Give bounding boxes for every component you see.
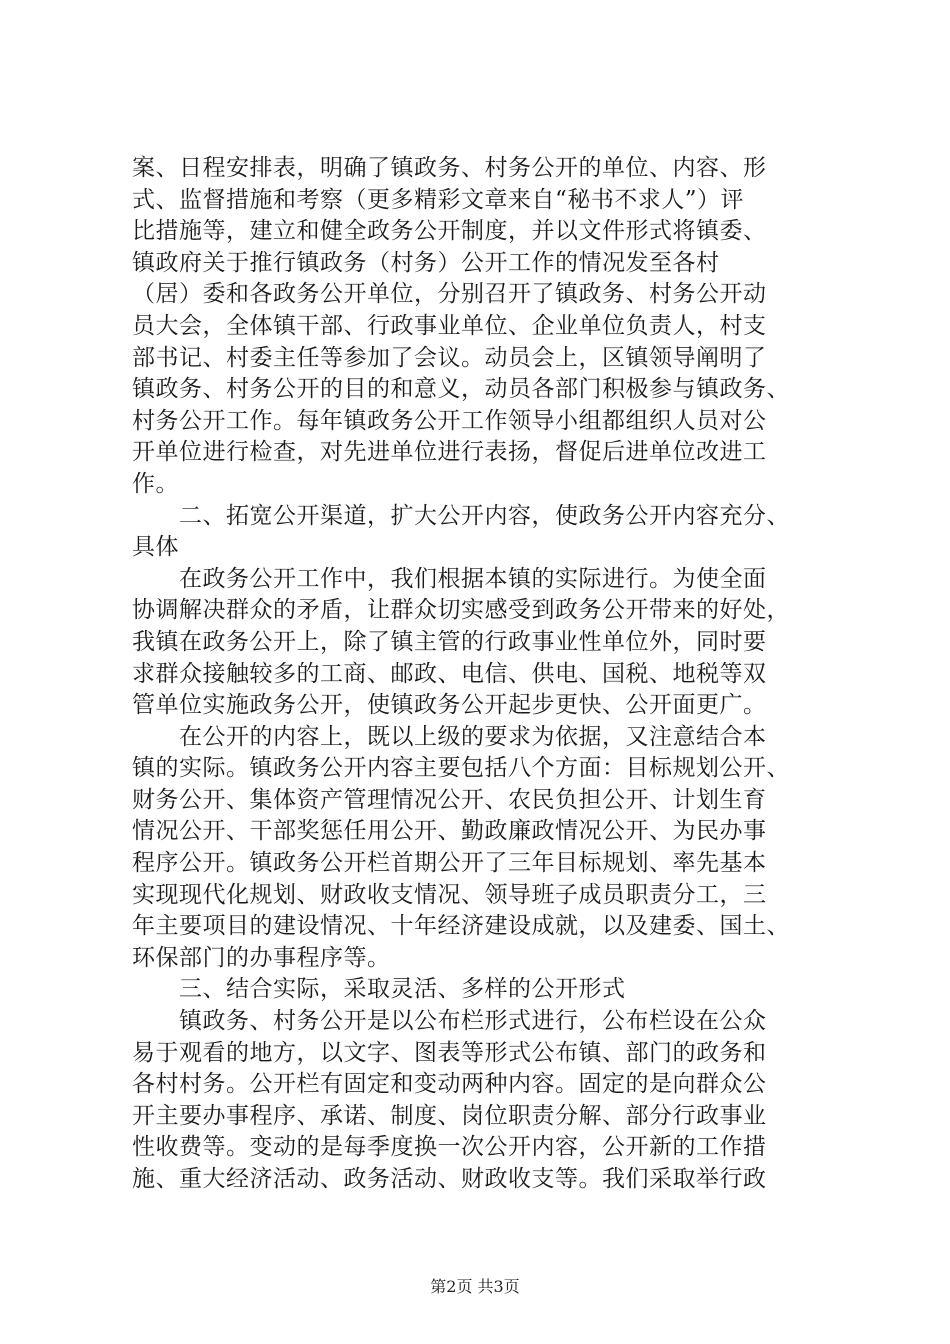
text-line: 年主要项目的建设情况、十年经济建设成就，以及建委、国土、 (132, 913, 790, 940)
text-line: 式、监督措施和考察（更多精彩文章来自“秘书不求人”）评 (132, 186, 745, 213)
text-line: 镇政务、村务公开是以公布栏形式进行，公布栏设在公众 (132, 1008, 767, 1035)
text-line: 案、日程安排表，明确了镇政务、村务公开的单位、内容、形 (132, 155, 767, 181)
text-line: 求群众接触较多的工商、邮政、电信、供电、国税、地税等双 (132, 660, 767, 687)
text-line: 二、拓宽公开渠道，扩大公开内容，使政务公开内容充分、 (132, 502, 790, 529)
text-line: 镇政府关于推行镇政务（村务）公开工作的情况发至各村 (132, 249, 720, 276)
text-line: 情况公开、干部奖惩任用公开、勤政廉政情况公开、为民办事 (132, 818, 767, 845)
text-line: 比措施等，建立和健全政务公开制度，并以文件形式将镇委、 (132, 218, 767, 245)
text-line: 在政务公开工作中，我们根据本镇的实际进行。为使全面 (132, 565, 767, 592)
text-line: 协调解决群众的矛盾，让群众切实感受到政务公开带来的好处， (132, 597, 790, 624)
text-line: 员大会，全体镇干部、行政事业单位、企业单位负责人，村支 (132, 312, 767, 339)
text-line: 镇政务、村务公开的目的和意义，动员各部门积极参与镇政务、 (132, 376, 790, 403)
text-line: 镇的实际。镇政务公开内容主要包括八个方面：目标规划公开、 (132, 755, 790, 782)
text-line: 具体 (132, 534, 179, 561)
text-line: 开主要办事程序、承诺、制度、岗位职责分解、部分行政事业 (132, 1102, 767, 1129)
text-line: 我镇在政务公开上，除了镇主管的行政事业性单位外，同时要 (132, 628, 767, 655)
text-line: 施、重大经济活动、政务活动、财政收支等。我们采取举行政 (132, 1166, 767, 1192)
document-body (132, 153, 832, 1196)
text-line: 在公开的内容上，既以上级的要求为依据，又注意结合本 (132, 723, 767, 750)
text-line: 三、结合实际，采取灵活、多样的公开形式 (132, 976, 626, 1003)
text-line: 程序公开。镇政务公开栏首期公开了三年目标规划、率先基本 (132, 850, 767, 877)
text-line: 性收费等。变动的是每季度换一次公开内容，公开新的工作措 (132, 1134, 767, 1161)
text-line: 开单位进行检查，对先进单位进行表扬，督促后进单位改进工 (132, 439, 767, 466)
text-line: 作。 (132, 470, 179, 497)
text-line: 各村村务。公开栏有固定和变动两种内容。固定的是向群众公 (132, 1071, 767, 1098)
page-footer: 第2页 共3页 (430, 1277, 520, 1296)
text-line: 管单位实施政务公开，使镇政务公开起步更快、公开面更广。 (132, 692, 767, 719)
text-line: 财务公开、集体资产管理情况公开、农民负担公开、计划生育 (132, 786, 767, 813)
text-line: 村务公开工作。每年镇政务公开工作领导小组都组织人员对公 (132, 407, 767, 434)
text-line: 环保部门的办事程序等。 (132, 944, 391, 971)
text-line: 实现现代化规划、财政收支情况、领导班子成员职责分工，三 (132, 881, 767, 908)
text-line: 部书记、村委主任等参加了会议。动员会上，区镇领导阐明了 (132, 344, 767, 371)
text-line: （居）委和各政务公开单位，分别召开了镇政务、村务公开动 (132, 281, 767, 308)
text-line: 易于观看的地方，以文字、图表等形式公布镇、部门的政务和 (132, 1039, 767, 1066)
